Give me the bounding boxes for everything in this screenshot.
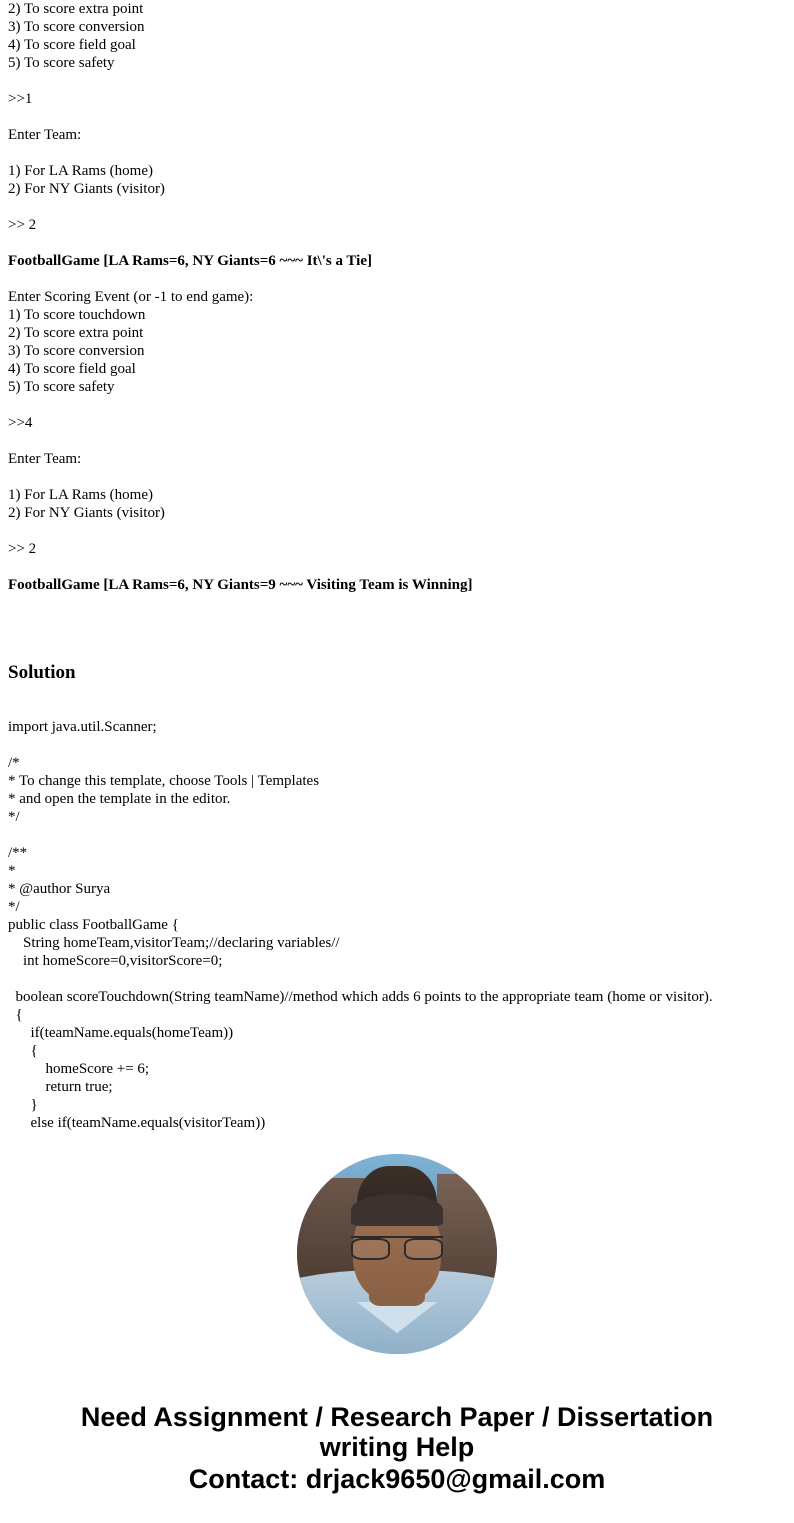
footer-line-1: Need Assignment / Research Paper / Dissertation [80, 1402, 714, 1432]
spacer [8, 270, 786, 288]
spacer [8, 468, 786, 486]
footer-contact [8, 1402, 786, 1494]
footer-line-2: writing Help [319, 1432, 475, 1462]
menu-option: 1) To score touchdown [8, 307, 146, 323]
spacer [8, 108, 786, 126]
enter-team-label-2: Enter Team: [8, 451, 82, 467]
team-option: 1) For LA Rams (home) [8, 163, 153, 179]
code-line: import java.util.Scanner; [8, 719, 157, 735]
code-line: /** [8, 845, 28, 861]
code-line: /* [8, 755, 20, 771]
code-line: else if(teamName.equals(visitorTeam)) [8, 1115, 266, 1131]
spacer [8, 144, 786, 162]
code-line: * To change this template, choose Tools | Templates [8, 773, 320, 789]
code-line [8, 826, 786, 844]
team-option: 1) For LA Rams (home) [8, 487, 153, 503]
glasses-icon [351, 1236, 443, 1256]
spacer [8, 234, 786, 252]
spacer [8, 396, 786, 414]
console-input-4: >> 2 [8, 541, 37, 557]
avatar-container [8, 1154, 786, 1354]
code-line: boolean scoreTouchdown(String teamName)//method which adds 6 points to the appropriate team (home or visitor). [8, 989, 713, 1005]
scoring-prompt: Enter Scoring Event (or -1 to end game): [8, 289, 254, 305]
solution-code-block [8, 718, 786, 1132]
code-line [8, 970, 786, 988]
spacer [8, 558, 786, 576]
menu-option: 5) To score safety [8, 55, 115, 71]
menu-option: 2) To score extra point [8, 1, 144, 17]
spacer [8, 684, 786, 718]
solution-heading: Solution [8, 662, 76, 683]
code-line: { [8, 1043, 38, 1059]
team-option: 2) For NY Giants (visitor) [8, 505, 165, 521]
code-line: } [8, 1097, 38, 1113]
team-option: 2) For NY Giants (visitor) [8, 181, 165, 197]
code-line: */ [8, 899, 20, 915]
spacer [8, 522, 786, 540]
code-line: String homeTeam,visitorTeam;//declaring variables// [8, 935, 340, 951]
avatar-hair [351, 1194, 443, 1226]
console-input-3: >>4 [8, 415, 33, 431]
footer-line-3: Contact: drjack9650@gmail.com [188, 1464, 606, 1494]
transcript-top-menu [8, 0, 786, 72]
code-line: return true; [8, 1079, 113, 1095]
game-status-2: FootballGame [LA Rams=6, NY Giants=9 ~~~ Visiting Team is Winning] [8, 577, 473, 593]
code-line: * [8, 863, 16, 879]
spacer [8, 594, 786, 628]
avatar [297, 1154, 497, 1354]
menu-option: 4) To score field goal [8, 361, 136, 377]
code-line: int homeScore=0,visitorScore=0; [8, 953, 223, 969]
code-line: public class FootballGame { [8, 917, 179, 933]
enter-team-label-1: Enter Team: [8, 127, 82, 143]
code-line [8, 736, 786, 754]
console-input-2: >> 2 [8, 217, 37, 233]
menu-option: 5) To score safety [8, 379, 115, 395]
menu-option: 3) To score conversion [8, 343, 145, 359]
menu-option: 4) To score field goal [8, 37, 136, 53]
spacer [8, 72, 786, 90]
console-input-1: >>1 [8, 91, 33, 107]
code-line: if(teamName.equals(homeTeam)) [8, 1025, 234, 1041]
code-line: homeScore += 6; [8, 1061, 150, 1077]
spacer [8, 198, 786, 216]
spacer [8, 432, 786, 450]
spacer [8, 628, 786, 662]
code-line: * @author Surya [8, 881, 111, 897]
code-line: * and open the template in the editor. [8, 791, 231, 807]
menu-option: 3) To score conversion [8, 19, 145, 35]
code-line: { [8, 1007, 23, 1023]
menu-option: 2) To score extra point [8, 325, 144, 341]
code-line: */ [8, 809, 20, 825]
game-status-1: FootballGame [LA Rams=6, NY Giants=6 ~~~ It\'s a Tie] [8, 253, 372, 269]
